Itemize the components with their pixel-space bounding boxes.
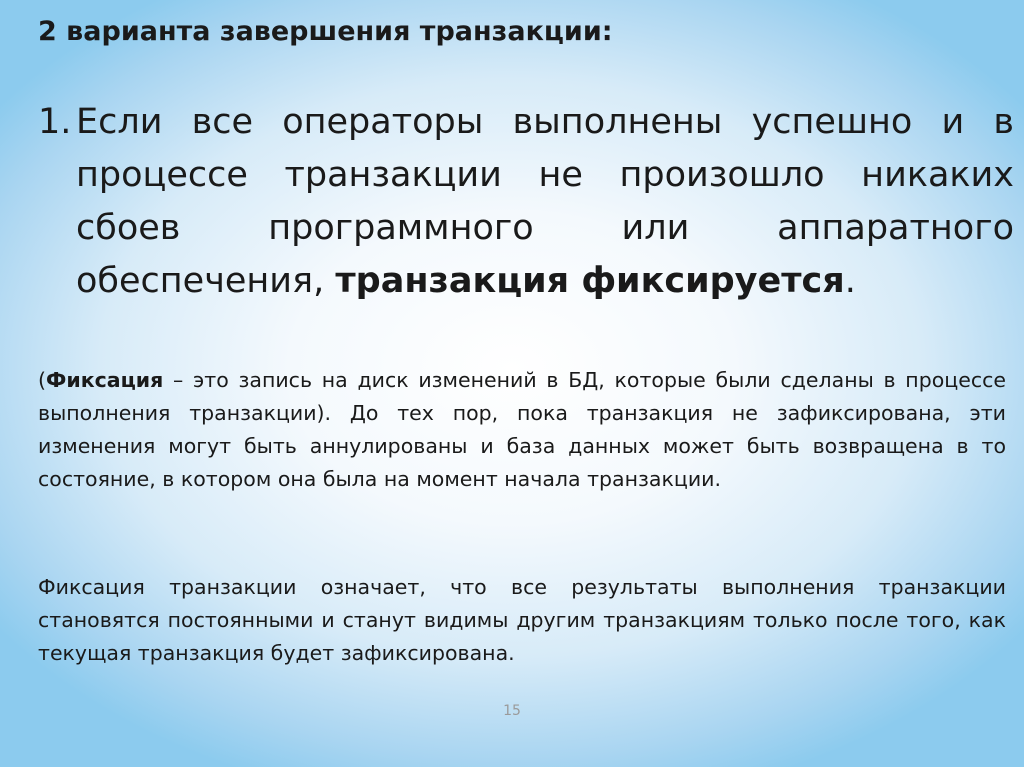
definition-term: Фиксация [46,368,164,392]
definition-text: – это запись на диск изменений в БД, которые были сделаны в процессе выполнения транзакции). До тех пор, пока транзакция не зафиксирована, эти изменения могут быть аннулированы и база данных может быть возвращена в то состояние, в котором она была на момент начала транзакции. [38,368,1006,491]
list-item-emphasis: транзакция фиксируется [335,261,845,301]
list-item-text: Если все операторы выполнены успешно и в процессе транзакции не произошло никаких сбоев программного или аппаратного обеспечения, [76,102,1014,301]
slide-title: 2 варианта завершения транзакции: [38,16,613,47]
list-item-number: 1. [38,102,72,142]
list-item-end: . [844,261,856,301]
explanation-paragraph: Фиксация транзакции означает, что все результаты выполнения транзакции становятся постоянными и станут видимы другим транзакциям только после того, как текущая транзакция будет зафиксирована. [38,575,1006,665]
page-number: 15 [503,703,521,719]
list-item-1 [38,96,1014,308]
list-item-body [76,96,1014,308]
definition-open-paren: ( [38,368,46,392]
definition-paragraph [38,364,1006,496]
